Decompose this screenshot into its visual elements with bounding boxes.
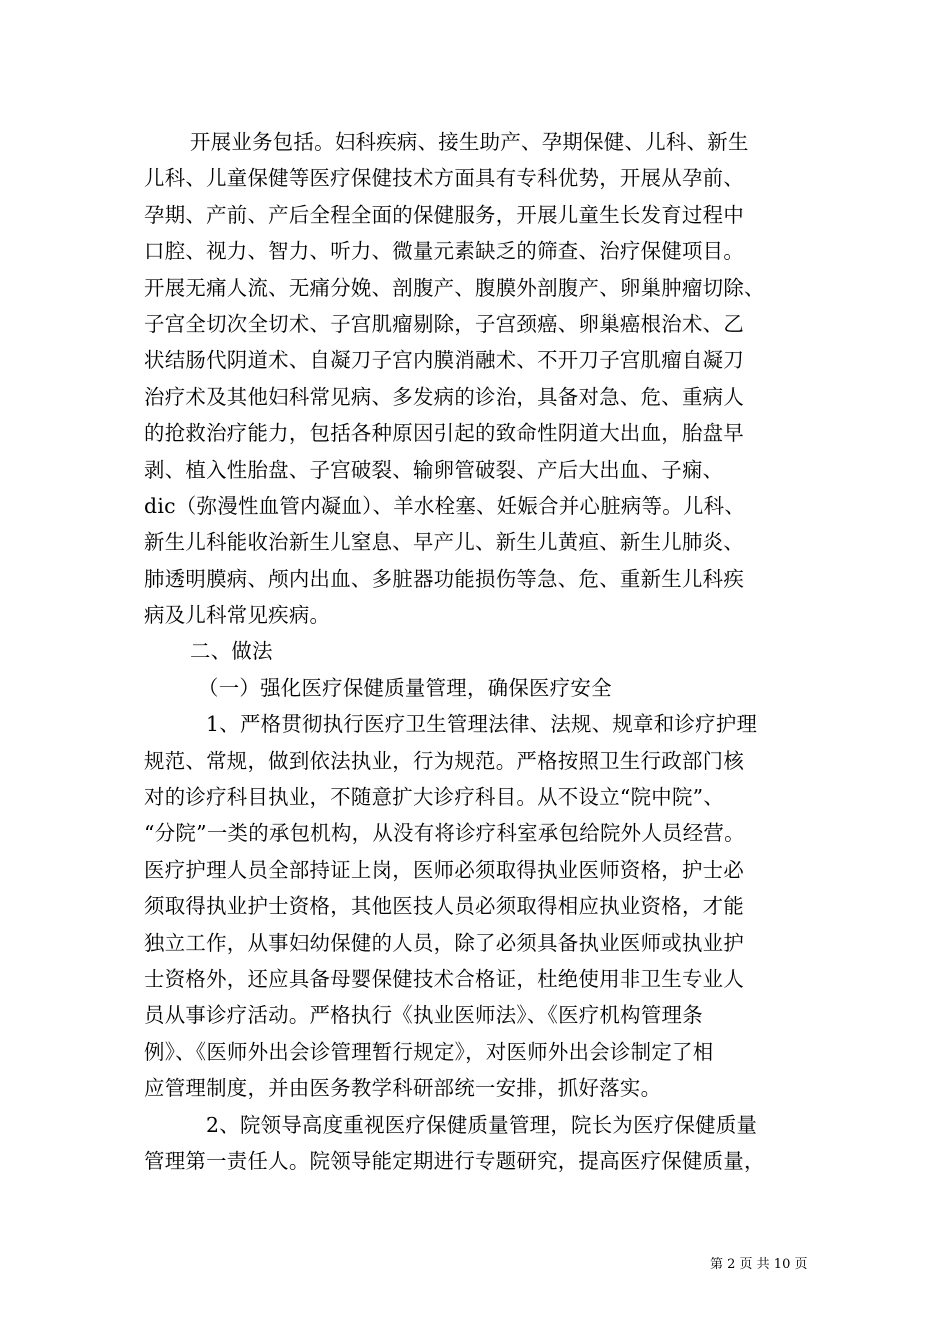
text-line: 儿科、儿童保健等医疗保健技术方面具有专科优势，开展从孕前、 [144,166,745,191]
text-line: 口腔、视力、智力、听力、微量元素缺乏的筛查、治疗保健项目。 [144,239,745,264]
text-line: 员从事诊疗活动。严格执行《执业医师法》、《医疗机构管理条 [144,1003,703,1028]
text-line: dic（弥漫性血管内凝血）、羊水栓塞、妊娠合并心脏病等。儿科、 [144,493,746,518]
text-line: 管理第一责任人。院领导能定期进行专题研究，提高医疗保健质量， [144,1148,765,1173]
text-line: 士资格外，还应具备母婴保健技术合格证，杜绝使用非卫生专业人 [144,966,745,991]
text-line: 1、严格贯彻执行医疗卫生管理法律、法规、规章和诊疗护理 [206,712,758,737]
text-line: 的抢救治疗能力，包括各种原因引起的致命性阴道大出血，胎盘早 [144,421,745,446]
text-line: 例》、《医师外出会诊管理暂行规定》，对医师外出会诊制定了相 [144,1039,714,1064]
text-line: 对的诊疗科目执业，不随意扩大诊疗科目。从不设立“院中院”、 [144,785,725,810]
text-line: 独立工作，从事妇幼保健的人员，除了必须具备执业医师或执业护 [144,930,745,955]
text-line: 孕期、产前、产后全程全面的保健服务，开展儿童生长发育过程中 [144,202,745,227]
text-line: 医疗护理人员全部持证上岗，医师必须取得执业医师资格，护士必 [144,857,745,882]
text-line: 剥、植入性胎盘、子宫破裂、输卵管破裂、产后大出血、子痫、 [144,457,724,482]
text-line: 治疗术及其他妇科常见病、多发病的诊治，具备对急、危、重病人 [144,384,745,409]
text-line: 状结肠代阴道术、自凝刀子宫内膜消融术、不开刀子宫肌瘤自凝刀 [144,348,745,373]
text-line: 应管理制度，并由医务教学科研部统一安排，抓好落实。 [144,1076,662,1101]
text-line: “分院”一类的承包机构，从没有将诊疗科室承包给院外人员经营。 [144,821,745,846]
body-text [144,124,824,1179]
page-number: 第 2 页 共 10 页 [710,1257,808,1272]
text-line: 子宫全切次全切术、子宫肌瘤剔除，子宫颈癌、卵巢癌根治术、乙 [144,311,745,336]
text-line: 二、做法 [190,639,273,664]
text-line: （一）强化医疗保健质量管理，确保医疗安全 [198,675,612,700]
text-line: 病及儿科常见疾病。 [144,603,331,628]
text-line: 开展业务包括。妇科疾病、接生助产、孕期保健、儿科、新生 [190,130,749,154]
text-line: 肺透明膜病、颅内出血、多脏器功能损伤等急、危、重新生儿科疾 [144,566,745,591]
text-line: 2、院领导高度重视医疗保健质量管理，院长为医疗保健质量 [206,1112,758,1137]
text-line: 须取得执业护士资格，其他医技人员必须取得相应执业资格，才能 [144,894,745,919]
text-line: 开展无痛人流、无痛分娩、剖腹产、腹膜外剖腹产、卵巢肿瘤切除、 [144,275,765,300]
text-line: 新生儿科能收治新生儿窒息、早产儿、新生儿黄疸、新生儿肺炎、 [144,530,745,555]
text-line: 规范、常规，做到依法执业，行为规范。严格按照卫生行政部门核 [144,748,745,773]
